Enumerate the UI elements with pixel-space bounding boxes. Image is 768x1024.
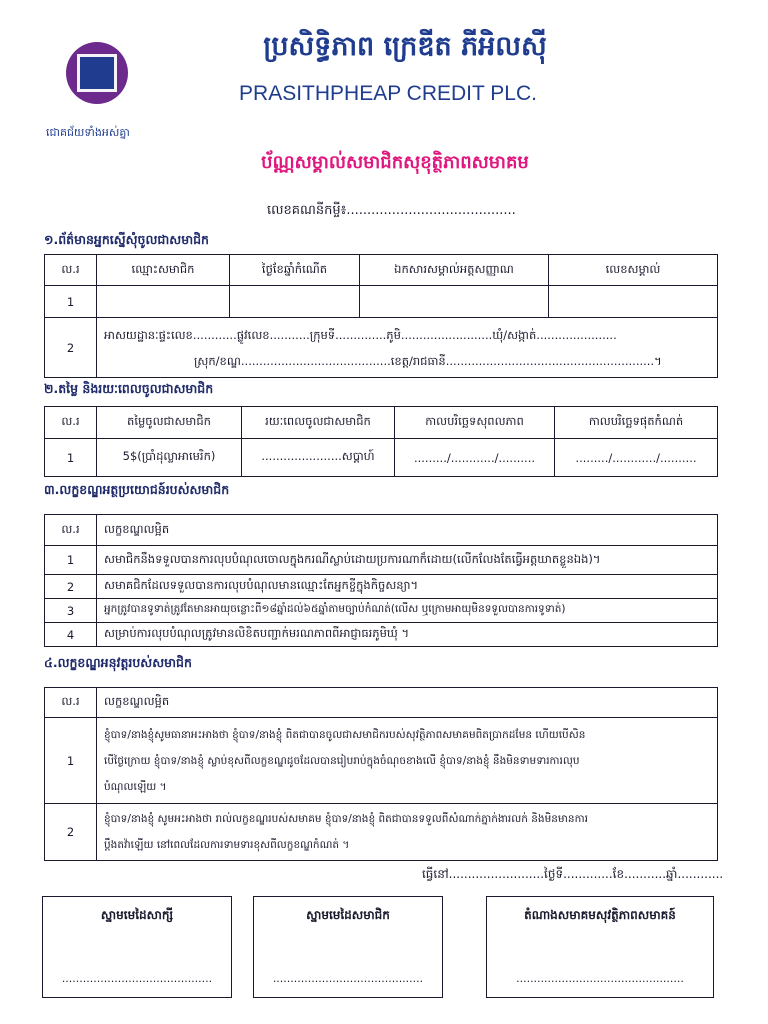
member-signature-box[interactable]: [253, 896, 443, 998]
obligation-line: បំណុលឡើយ ។: [104, 780, 167, 793]
table-header-row: [45, 688, 718, 718]
obligation-text: [97, 804, 718, 861]
table-row: [45, 599, 718, 623]
header-cell: កាលបរិច្ឆេទផុតកំណត់: [555, 407, 718, 439]
id-number-cell[interactable]: [549, 286, 718, 318]
obligation-line: បើថ្ងៃក្រោយ ខ្ញុំបាទ/នាងខ្ញុំ ស្លាប់ខុសពីលក្ខខណ្ឌដូចដែលបានរៀបរាប់ក្នុងចំណុចខាងលើ ខ្ញុំបាទ/នាងខ្ញុំ នឹងមិនទាមទារការលុប: [104, 754, 580, 767]
table-row: [45, 804, 718, 861]
date-place-field[interactable]: ធ្វើនៅ.........................ថ្ងៃទី.............ខែ...........ឆ្នាំ............: [422, 867, 724, 881]
row-number: 4: [45, 623, 97, 647]
loan-account-number-field: លេខគណនីកម្ចី៖.........................................: [267, 203, 516, 218]
table-header-row: [45, 407, 718, 439]
address-cell[interactable]: [97, 318, 718, 378]
company-name-english: PRASITHPHEAP CREDIT PLC.: [239, 82, 537, 105]
row-number: 1: [45, 718, 97, 804]
section2-title: ២.តម្លៃ និងរយៈពេលចូលជាសមាជិក: [44, 381, 214, 396]
membership-fee-table: [44, 406, 718, 477]
header-cell: លេខសម្គាល់: [549, 255, 718, 286]
obligation-line: ខ្ញុំបាទ/នាងខ្ញុំ សូមអះអាងថា រាល់លក្ខខណ្ឌរបស់សមាគម ខ្ញុំបាទ/នាងខ្ញុំ ពិតជាបានទទួលពីសំណាក់ភ្នាក់ងារលក់ និងមិនមានការ: [104, 813, 588, 825]
table-row: [45, 718, 718, 804]
obligation-text: [97, 718, 718, 804]
obligation-line: ប្តឹងតវ៉ាឡើយ នៅពេលដែលការទាមទារខុសពីលក្ខខណ្ឌកំណត់ ។: [104, 839, 350, 851]
row-number: 2: [45, 804, 97, 861]
table-row: [45, 439, 718, 477]
header-cell: ល.រ: [45, 515, 97, 546]
table-row: [45, 623, 718, 647]
header-cell: កាលបរិច្ឆេទសុពលភាព: [395, 407, 555, 439]
table-row: [45, 546, 718, 575]
company-motto: ជោគជ័យទាំងអស់គ្នា: [46, 126, 130, 139]
benefit-text: សម្រាប់ការលុបបំណុលត្រូវមានលិខិតបញ្ជាក់មរណភាពពីអាជ្ញាធរភូមិឃុំ ។: [97, 623, 718, 647]
table-row: [45, 318, 718, 378]
benefits-table: [44, 514, 718, 647]
table-row: [45, 575, 718, 599]
header-cell: ល.រ: [45, 255, 97, 286]
section1-title: ១.ព័ត៌មានអ្នកស្នើសុំចូលជាសមាជិក: [44, 232, 209, 247]
header-cell: ថ្ងៃខែឆ្នាំកំណើត: [230, 255, 360, 286]
address-line-2: ស្រុក/ខណ្ឌ.........................................ខេត្ត/រាជធានី.........................................................។: [194, 353, 662, 368]
header-cell: តម្លៃចូលជាសមាជិក: [97, 407, 242, 439]
address-line-1: អាសយដ្ឋានៈផ្ទះលេខ............ផ្លូវលេខ...........ក្រុមទី..............ភូមិ.........................ឃុំ/សង្កាត់......................: [104, 327, 617, 342]
header-cell: ឯកសារសម្គាល់អត្តសញ្ញាណ: [360, 255, 549, 286]
member-info-table: [44, 254, 718, 378]
obligation-line: ខ្ញុំបាទ/នាងខ្ញុំសូមធានាអះអាងថា ខ្ញុំបាទ/នាងខ្ញុំ ពិតជាបានចូលជាសមាជិករបស់សុវត្ថិភាពសមាគមពិតប្រាកដមែន ហើយបើសិន: [104, 728, 586, 741]
row-number: 1: [45, 546, 97, 575]
logo-square: [77, 54, 117, 92]
obligations-table: [44, 687, 718, 861]
association-representative-box[interactable]: [486, 896, 714, 998]
fee-cell: 5$(ប្រាំដុល្លាអាមេរិក): [97, 439, 242, 477]
row-number: 2: [45, 318, 97, 378]
section4-title: ៤.លក្ខខណ្ឌអនុវត្តរបស់សមាជិក: [44, 655, 192, 670]
table-row: [45, 286, 718, 318]
witness-signature-box[interactable]: [42, 896, 232, 998]
signature-label: ស្នាមមេដៃសមាជិក: [306, 908, 390, 922]
birth-date-cell[interactable]: [230, 286, 360, 318]
signature-label: ស្នាមមេដៃសាក្សី: [100, 908, 174, 922]
signature-label: តំណាងសមាគមសុវត្ថិភាពសមាគន៍: [524, 908, 676, 922]
form-title: ប័ណ្ណសម្គាល់សមាជិកសុខុត្ថិភាពសមាគម: [261, 152, 529, 173]
table-header-row: [45, 515, 718, 546]
row-number: 1: [45, 286, 97, 318]
duration-cell[interactable]: ......................សប្តាហ៍: [242, 439, 395, 477]
benefit-text: សមាគជិកដែលទទួលបានការលុបបំណុលមានឈ្មោះតែអ្នកខ្ចីក្នុងកិច្ចសន្យា។: [97, 575, 718, 599]
header-cell: រយៈពេលចូលជាសមាជិក: [242, 407, 395, 439]
section3-title: ៣.លក្ខខណ្ឌអត្ថប្រយោជន៍របស់សមាជិក: [44, 482, 230, 497]
signature-line: ...........................................: [272, 972, 424, 985]
benefit-text: អ្នកត្រូវបានទូទាត់ត្រូវតែមានអាយុចន្លោះពី១៨ឆ្នាំដល់៦៥ឆ្នាំតាមច្បាប់កំណត់(លើស ឬក្រោមអាយុមិនទទួលបានការទូទាត់): [97, 599, 718, 623]
signature-line: ...........................................: [61, 972, 213, 985]
header-cell: លក្ខខណ្ឌលម្អិត: [97, 688, 718, 718]
header-cell: ឈ្មោះសមាជិក: [97, 255, 230, 286]
member-name-cell[interactable]: [97, 286, 230, 318]
expiry-date-cell[interactable]: ........./............/..........: [555, 439, 718, 477]
signature-line: ................................................: [516, 972, 684, 985]
row-number: 1: [45, 439, 97, 477]
header-cell: លក្ខខណ្ឌលម្អិត: [97, 515, 718, 546]
company-logo: [66, 42, 128, 104]
table-header-row: [45, 255, 718, 286]
id-document-cell[interactable]: [360, 286, 549, 318]
row-number: 2: [45, 575, 97, 599]
header-cell: ល.រ: [45, 688, 97, 718]
company-name-khmer: ប្រសិទ្ធិភាព ក្រេឌីត ភីអិលស៊ី: [263, 31, 547, 62]
row-number: 3: [45, 599, 97, 623]
header-cell: ល.រ: [45, 407, 97, 439]
valid-date-cell[interactable]: ........./............/..........: [395, 439, 555, 477]
benefit-text: សមាជិកនឹងទទួលបានការលុបបំណុលចោលក្នុងករណីស្លាប់ដោយប្រការណាក៏ដោយ(លើកលែងតែធ្វើអត្តឃាតខ្លួនឯង)។: [97, 546, 718, 575]
